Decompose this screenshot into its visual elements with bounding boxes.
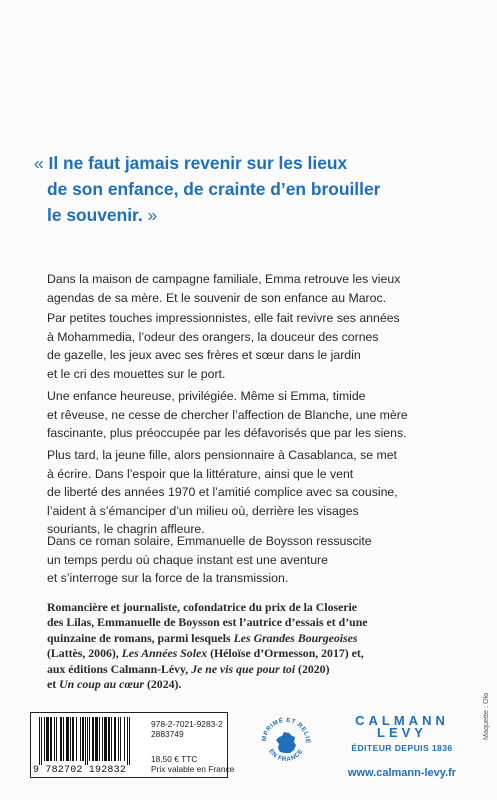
bio-text: (Héloïse d’Ormesson, 2017) et, [207,646,364,661]
bio-line [47,677,467,692]
quote-line-3 [34,202,474,228]
quote-line-2: de son enfance, de crainte d’en brouiller [47,179,381,199]
summary-line: Dans ce roman solaire, Emmanuelle de Boysson ressuscite [47,534,372,548]
quote-line-1 [34,150,474,176]
price-note: Prix valable en France [151,764,235,774]
barcode-digits: 9 782702 192832 [33,765,127,776]
summary-paragraph-1 [47,270,467,307]
pull-quote [34,150,474,228]
publisher-website: www.calmann-levy.fr [347,767,457,779]
publisher-logo [332,715,472,779]
summary-line: un temps perdu où chaque instant est une aventure [47,552,328,567]
product-code: 2883749 [151,729,184,739]
summary-paragraph-4 [47,446,467,539]
quote-text-3: le souvenir. [47,205,143,225]
bio-text: (Lattès, 2006), [47,646,122,661]
publisher-name-line-1: CALMANN [355,713,449,728]
summary-line: à Mohammedia, l’odeur des orangers, la douceur des cornes [47,329,379,344]
summary-line: Par petites touches impressionnistes, elle fait revivre ses années [47,311,400,325]
publisher-name [332,715,472,739]
summary-line: souriants, le chagrin affleure. [47,522,205,537]
summary-line: agendas de sa mère. Et le souvenir de son enfance au Maroc. [47,290,387,305]
publisher-since: ÉDITEUR DEPUIS 1836 [351,743,453,753]
bio-line [47,631,467,646]
summary-line: et rêveuse, ne cesse de chercher l’affection de Blanche, une mère [47,407,408,422]
summary-line: Dans la maison de campagne familiale, Emma retrouve les vieux [47,272,401,286]
price-block [151,754,234,774]
bio-text: (2020) [295,661,330,676]
summary-line: l’aident à s’émanciper d’un milieu où, derrière les visages [47,503,359,518]
summary-line: et le cri des mouettes sur le port. [47,366,226,381]
quote-text-1: Il ne faut jamais revenir sur les lieux [48,153,348,173]
bio-line: des Lilas, Emmanuelle de Boysson est l’autrice d’essais et d’une [47,615,368,630]
bio-text: quinzaine de romans, parmi lesquels [47,630,234,645]
book-title: Les Années Solex [121,646,208,661]
publisher-name-line-2: LEVY [377,725,427,740]
summary-line: Une enfance heureuse, privilégiée. Même si Emma, timide [47,389,366,403]
summary-paragraph-3 [47,387,467,443]
bio-line [47,646,467,661]
summary-line: et s’interroge sur la force de la transmission. [47,571,289,586]
book-title: Un coup au cœur [59,677,145,692]
bio-text: aux éditions Calmann-Lévy, [47,661,192,676]
summary-line: Plus tard, la jeune fille, alors pensionnaire à Casablanca, se met [47,448,397,462]
design-credit: Maquette : Olo [481,692,490,740]
bio-line: Romancière et journaliste, cofondatrice du prix de la Closerie [47,600,358,614]
summary-paragraph-5 [47,532,467,588]
summary-line: à écrire. Dans l’espoir que la littérature, ainsi que le vent [47,466,354,481]
author-bio [47,600,467,692]
bio-text: et [47,677,60,692]
isbn-number: 978-2-7021-9283-2 [151,719,223,729]
price-value: 18,50 € TTC [151,754,198,764]
summary-line: de liberté des années 1970 et l’amitié complice avec sa cousine, [47,485,398,500]
summary-line: fascinante, plus préoccupée par les défavorisés que par les siens. [47,426,407,441]
bio-text: (2024). [144,677,182,692]
barcode-image [37,717,145,765]
quote-close-mark: » [147,205,158,225]
isbn-block [151,719,223,739]
seal-bottom-text: EN FRANCE [267,747,305,764]
book-title: Je ne vis que pour toi [191,661,296,676]
made-in-france-seal [258,712,314,774]
seal-top-text: MPRIMÉ ET RELIÉ [260,716,312,744]
barcode-panel [30,712,235,778]
book-title: Les Grandes Bourgeoises [233,630,358,645]
france-map-icon [276,732,296,753]
quote-open-mark: « [34,153,44,173]
summary-line: de gazelle, les jeux avec ses frères et sœur dans le jardin [47,348,361,363]
bio-line [47,662,467,677]
summary-paragraph-2 [47,309,467,383]
